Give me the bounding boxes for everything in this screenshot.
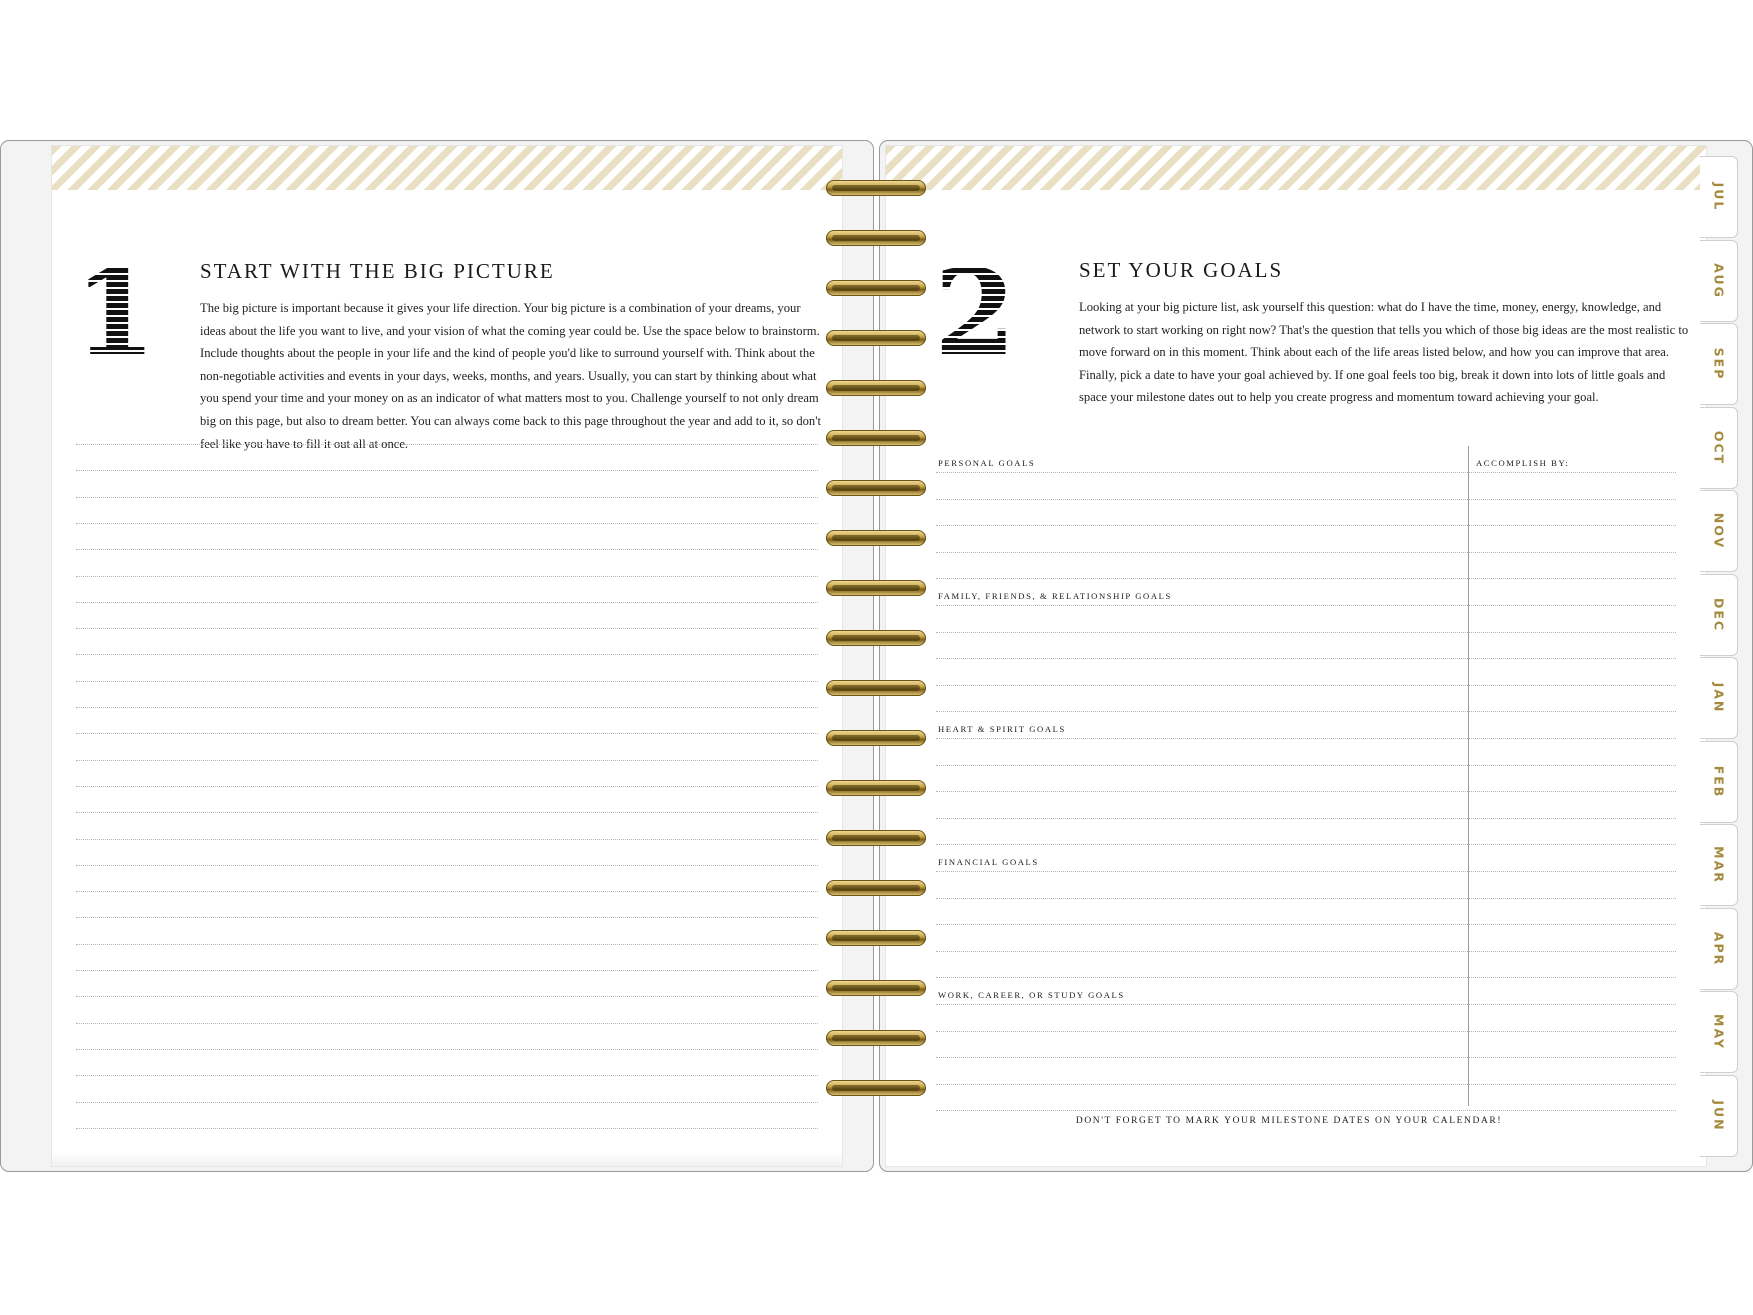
spiral-ring [826,680,926,696]
ruled-line [76,865,818,866]
financial-goals-label: FINANCIAL GOALS [938,857,1039,867]
spiral-ring [826,530,926,546]
month-tab-label: MAY [1711,1014,1726,1050]
ruled-line [76,497,818,498]
spiral-ring [826,630,926,646]
big-picture-intro: The big picture is important because it gives your life direction. Your big picture is a combination of your dreams, your ideas about the life you want to live, and your vision of what the coming year could be. Use the space below to brainstorm. Include thoughts about the people in your life and the kind of people you'd like to surround yourself with. Think about the non-negotiable activities and events in your days, weeks, months, and years. Usually, you can start by thinking about what you spend your time and your money on as an indicator of what matters most to you. Challenge yourself to not only dream big on this page, but also to dream better. You can always come back to this page throughout the year and add to it, so don't feel like you have to fill it out all at once. [200,301,821,451]
accomplish-column-divider [1468,446,1469,1106]
spiral-ring [826,880,926,896]
goal-line [936,472,1676,473]
spiral-ring [826,330,926,346]
ruled-line [76,812,818,813]
milestone-reminder: DON'T FORGET TO MARK YOUR MILESTONE DATES ON YOUR CALENDAR! [1075,1116,1503,1126]
month-tabs [1700,150,1753,1160]
writing-lines[interactable] [76,146,818,1166]
goal-line [936,658,1676,659]
goal-line [936,1031,1676,1032]
goal-line [936,1057,1676,1058]
ruled-line [76,891,818,892]
goal-line [936,924,1676,925]
goal-line [936,977,1676,978]
ruled-line [76,733,818,734]
spiral-ring [826,380,926,396]
relationship-goals-label: FAMILY, FRIENDS, & RELATIONSHIP GOALS [938,591,1172,601]
spiral-ring [826,1080,926,1096]
ruled-line [76,917,818,918]
goals-table [936,446,1676,1166]
month-tab-label: FEB [1711,765,1726,798]
goal-line [936,711,1676,712]
heart-spirit-goals-label: HEART & SPIRIT GOALS [938,724,1066,734]
goal-line [936,499,1676,500]
month-tab-jul[interactable] [1700,156,1738,238]
spiral-ring [826,930,926,946]
ruled-line [76,576,818,577]
right-page [886,146,1706,1166]
ruled-line [76,1023,818,1024]
goal-line [936,818,1676,819]
ruled-line [76,1049,818,1050]
goal-line [936,871,1676,872]
month-tab-feb[interactable] [1700,741,1738,823]
accomplish-by-label: ACCOMPLISH BY: [1476,458,1570,468]
ruled-line [76,996,818,997]
ruled-line [76,628,818,629]
month-tab-label: AUG [1711,262,1726,299]
ruled-line [76,944,818,945]
ruled-line [76,1128,818,1129]
month-tab-label: JUN [1711,1099,1726,1132]
spiral-binding [826,180,926,1130]
goal-line [936,525,1676,526]
goal-line [936,1004,1676,1005]
ruled-line [76,760,818,761]
month-tab-mar[interactable] [1700,824,1738,906]
spiral-ring [826,230,926,246]
month-tab-label: DEC [1711,597,1726,632]
page-number-two: 2 [934,243,1015,382]
spiral-ring [826,730,926,746]
goal-line [936,951,1676,952]
ruled-line [76,444,818,445]
decorative-stripe-band [886,146,1706,190]
ruled-line [76,470,818,471]
ruled-line [76,681,818,682]
ruled-line [76,549,818,550]
ruled-line [76,786,818,787]
spiral-ring [826,430,926,446]
goal-line [936,765,1676,766]
goal-line [936,738,1676,739]
goal-line [936,632,1676,633]
ruled-line [76,1075,818,1076]
ruled-line [76,523,818,524]
ruled-line [76,1102,818,1103]
goal-line [936,1110,1676,1111]
goal-line [936,844,1676,845]
left-page [52,146,842,1166]
spiral-ring [826,580,926,596]
ruled-line [76,602,818,603]
month-tab-jan[interactable] [1700,657,1738,739]
personal-goals-label: PERSONAL GOALS [938,458,1036,468]
month-tab-jun[interactable] [1700,1075,1738,1157]
set-goals-heading: SET YOUR GOALS [1079,258,1284,282]
spiral-ring [826,180,926,196]
spiral-ring [826,1030,926,1046]
month-tab-nov[interactable] [1700,490,1738,572]
month-tab-label: JUL [1711,182,1726,212]
goal-line [936,791,1676,792]
spiral-ring [826,480,926,496]
page-number-one: 1 [74,243,155,382]
month-tab-label: SEP [1711,347,1726,381]
goal-line [936,605,1676,606]
month-tab-label: JAN [1711,682,1726,714]
spiral-ring [826,830,926,846]
month-tab-label: MAR [1711,846,1726,884]
month-tab-dec[interactable] [1700,574,1738,656]
month-tab-oct[interactable] [1700,407,1738,489]
month-tab-label: OCT [1711,430,1726,465]
month-tab-aug[interactable] [1700,240,1738,322]
set-goals-intro: Looking at your big picture list, ask yourself this question: what do I have the time, money, energy, knowledge, and network to start working on right now? That's the question that tells you which of those big ideas are the most realistic to move forward on in this moment. Think about each of the life areas listed below, and how you can improve that area. Finally, pick a date to have your goal achieved by. If one goal feels too big, break it down into lots of little goals and space your milestone dates out to help you create progress and momentum toward achieving your goal. [1079,300,1689,405]
spiral-ring [826,280,926,296]
month-tab-label: NOV [1711,512,1726,550]
goal-line [936,685,1676,686]
ruled-line [76,970,818,971]
month-tab-sep[interactable] [1700,323,1738,405]
big-picture-heading: START WITH THE BIG PICTURE [200,259,555,283]
goal-line [936,578,1676,579]
work-career-goals-label: WORK, CAREER, OR STUDY GOALS [938,990,1125,1000]
goal-line [936,898,1676,899]
ruled-line [76,707,818,708]
spiral-ring [826,780,926,796]
month-tab-label: APR [1711,931,1726,966]
month-tab-may[interactable] [1700,991,1738,1073]
goal-line [936,552,1676,553]
ruled-line [76,839,818,840]
ruled-line [76,654,818,655]
spiral-ring [826,980,926,996]
goal-line [936,1084,1676,1085]
month-tab-apr[interactable] [1700,908,1738,990]
